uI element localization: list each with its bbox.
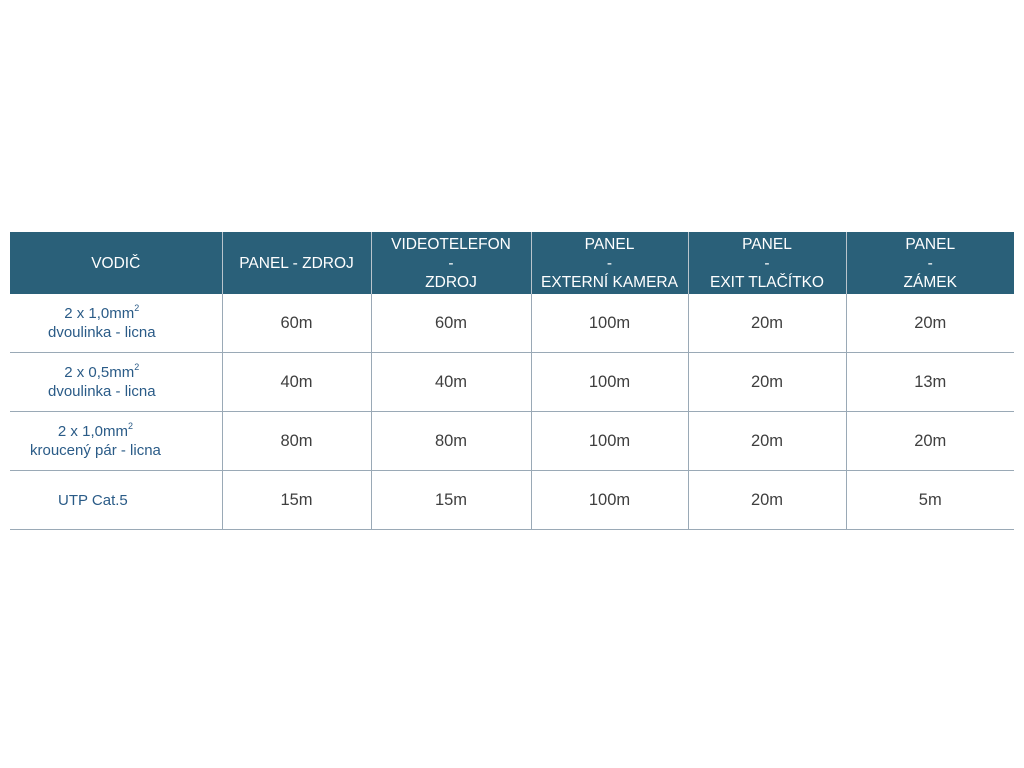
conductor-spec-superscript: 2 [134,303,140,313]
conductor-spec-superscript: 2 [127,421,133,431]
table-row [10,353,1014,412]
header-line: - [764,254,770,272]
conductor-type: dvoulinka - licna [48,324,156,341]
conductor-spec-text: 2 x 1,0mm [64,305,135,322]
length-value-cell: 20m [688,412,846,471]
header-line: VODIČ [91,254,141,272]
length-value-cell: 60m [222,294,371,353]
length-value-cell: 15m [371,471,531,530]
length-value-cell: 20m [846,412,1014,471]
conductor-label [48,363,156,401]
header-panel-exit-button [688,232,846,294]
conductor-type: dvoulinka - licna [48,383,156,400]
length-value-cell: 15m [222,471,371,530]
conductor-label [48,304,156,342]
length-value-cell: 80m [222,412,371,471]
length-value-cell: 60m [371,294,531,353]
header-line: - [448,254,454,272]
table-header [10,232,1014,294]
conductor-spec [48,363,156,382]
header-panel-power [222,232,371,294]
conductor-label [58,491,128,510]
header-conductor [10,232,222,294]
header-line: ZÁMEK [903,273,957,291]
conductor-label [30,422,161,460]
conductor-spec-text: 2 x 0,5mm [64,364,135,381]
conductor-spec [30,422,161,441]
length-value-cell: 100m [531,471,688,530]
header-line: PANEL [584,235,635,253]
header-panel-camera [531,232,688,294]
length-value-cell: 40m [222,353,371,412]
header-line: EXIT TLAČÍTKO [710,273,824,291]
header-line: ZDROJ [425,273,477,291]
header-line: EXTERNÍ KAMERA [541,273,678,291]
length-value-cell: 40m [371,353,531,412]
table-row [10,471,1014,530]
header-line: PANEL [742,235,792,253]
length-value-cell: 100m [531,294,688,353]
length-value-cell: 20m [688,471,846,530]
length-value-cell: 5m [846,471,1014,530]
conductor-spec [58,491,128,510]
table-body [10,294,1014,530]
length-value-cell: 100m [531,353,688,412]
conductor-spec-text: UTP Cat.5 [58,491,128,509]
header-line: PANEL - ZDROJ [239,254,354,272]
length-value-cell: 20m [688,353,846,412]
conductor-cell [10,412,222,471]
table-row [10,412,1014,471]
length-value-cell: 80m [371,412,531,471]
conductor-spec-superscript: 2 [134,362,140,372]
cable-length-table [10,232,1014,530]
conductor-cell [10,353,222,412]
header-row [10,232,1014,294]
conductor-spec [48,304,156,323]
conductor-cell [10,471,222,530]
table-row [10,294,1014,353]
length-value-cell: 20m [846,294,1014,353]
header-panel-lock [846,232,1014,294]
conductor-type: kroucený pár - licna [30,442,161,459]
length-value-cell: 13m [846,353,1014,412]
header-line: - [927,254,933,272]
length-value-cell: 20m [688,294,846,353]
conductor-cell [10,294,222,353]
header-line: PANEL [905,235,956,253]
header-line: VIDEOTELEFON [391,235,511,253]
header-videophone-power [371,232,531,294]
conductor-spec-text: 2 x 1,0mm [57,423,128,440]
header-line: - [606,254,613,272]
length-value-cell: 100m [531,412,688,471]
